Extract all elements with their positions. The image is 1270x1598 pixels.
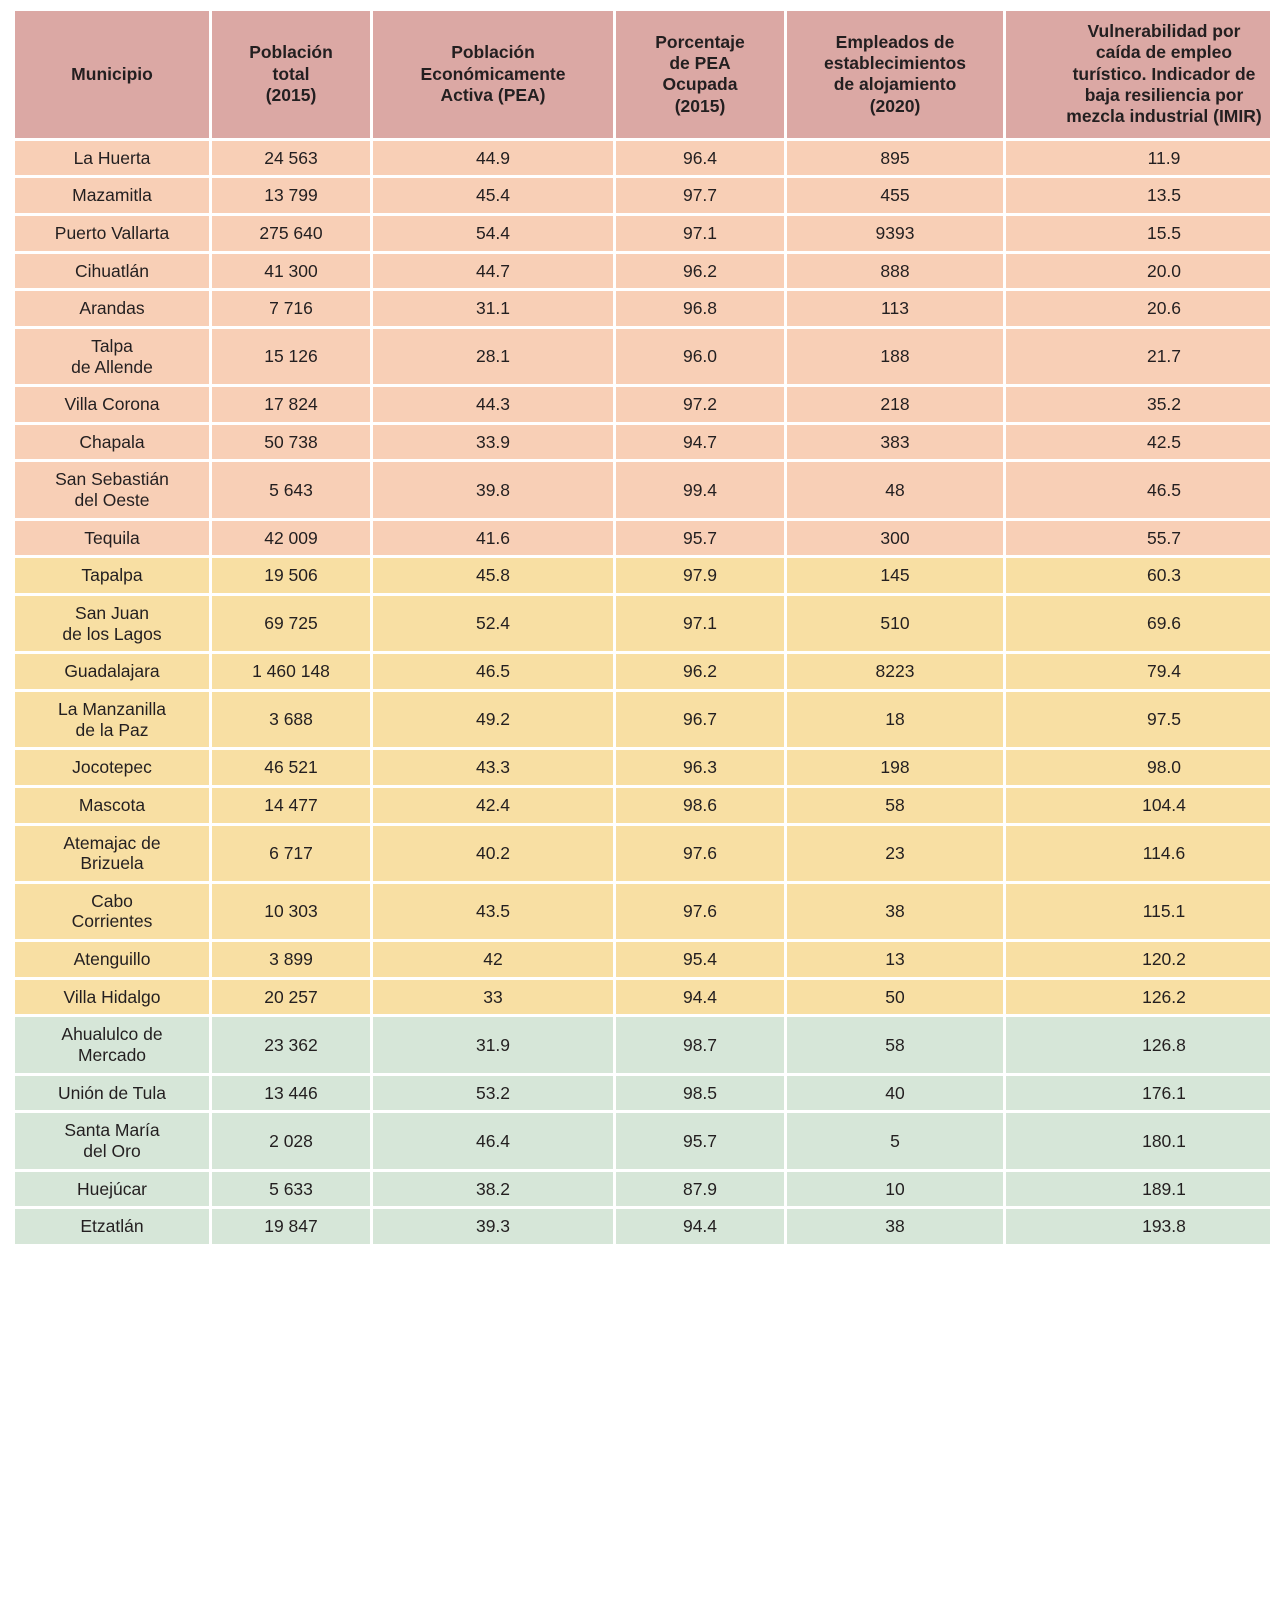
- cell-empleados: 218: [787, 387, 1003, 422]
- cell-pea: 44.3: [373, 387, 613, 422]
- cell-porcentaje-pea-ocupada: 94.7: [616, 425, 784, 460]
- cell-pea: 43.3: [373, 750, 613, 785]
- cell-municipio: Tequila: [15, 521, 209, 556]
- cell-pea: 39.8: [373, 462, 613, 517]
- cell-empleados: 198: [787, 750, 1003, 785]
- cell-pea: 52.4: [373, 596, 613, 651]
- table-row: [15, 788, 1270, 823]
- cell-imir: 115.1: [1006, 884, 1270, 939]
- table-row: [15, 141, 1270, 176]
- cell-imir: 20.0: [1006, 254, 1270, 289]
- table-row: [15, 1017, 1270, 1072]
- cell-imir: 98.0: [1006, 750, 1270, 785]
- cell-municipio: Ahualulco de Mercado: [15, 1017, 209, 1072]
- cell-municipio: La Huerta: [15, 141, 209, 176]
- cell-pea: 33: [373, 980, 613, 1015]
- cell-imir: 126.8: [1006, 1017, 1270, 1072]
- cell-poblacion-total: 23 362: [212, 1017, 370, 1072]
- cell-empleados: 113: [787, 291, 1003, 326]
- column-header-imir: [1006, 11, 1270, 138]
- cell-pea: 53.2: [373, 1076, 613, 1111]
- cell-municipio: Santa María del Oro: [15, 1113, 209, 1168]
- cell-poblacion-total: 15 126: [212, 329, 370, 384]
- header-line: Municipio: [71, 63, 153, 84]
- cell-municipio: Mazamitla: [15, 178, 209, 213]
- cell-empleados: 300: [787, 521, 1003, 556]
- cell-poblacion-total: 46 521: [212, 750, 370, 785]
- header-line: Ocupada: [662, 74, 738, 95]
- cell-municipio: Villa Hidalgo: [15, 980, 209, 1015]
- cell-pea: 46.4: [373, 1113, 613, 1168]
- table-row: [15, 1076, 1270, 1111]
- table-row: [15, 425, 1270, 460]
- cell-empleados: 58: [787, 1017, 1003, 1072]
- table-row: [15, 750, 1270, 785]
- cell-empleados: 510: [787, 596, 1003, 651]
- cell-pea: 40.2: [373, 826, 613, 881]
- cell-pea: 45.8: [373, 558, 613, 593]
- cell-empleados: 5: [787, 1113, 1003, 1168]
- cell-imir: 126.2: [1006, 980, 1270, 1015]
- header-line: de alojamiento: [833, 74, 957, 95]
- cell-porcentaje-pea-ocupada: 98.6: [616, 788, 784, 823]
- cell-imir: 11.9: [1006, 141, 1270, 176]
- header-line: Empleados de: [835, 31, 955, 52]
- cell-poblacion-total: 10 303: [212, 884, 370, 939]
- cell-porcentaje-pea-ocupada: 95.4: [616, 942, 784, 977]
- cell-porcentaje-pea-ocupada: 96.3: [616, 750, 784, 785]
- column-header-empleados-alojamiento: [787, 11, 1003, 138]
- cell-municipio: Cabo Corrientes: [15, 884, 209, 939]
- cell-pea: 49.2: [373, 692, 613, 747]
- cell-imir: 114.6: [1006, 826, 1270, 881]
- header-line: establecimientos: [824, 53, 966, 74]
- cell-empleados: 23: [787, 826, 1003, 881]
- cell-municipio: Puerto Vallarta: [15, 216, 209, 251]
- table-header: [15, 11, 1270, 138]
- cell-municipio: Tapalpa: [15, 558, 209, 593]
- cell-porcentaje-pea-ocupada: 96.7: [616, 692, 784, 747]
- cell-porcentaje-pea-ocupada: 98.5: [616, 1076, 784, 1111]
- cell-empleados: 48: [787, 462, 1003, 517]
- cell-porcentaje-pea-ocupada: 98.7: [616, 1017, 784, 1072]
- header-line: baja resiliencia por: [1084, 85, 1244, 106]
- cell-porcentaje-pea-ocupada: 87.9: [616, 1172, 784, 1207]
- cell-municipio: Cihuatlán: [15, 254, 209, 289]
- cell-porcentaje-pea-ocupada: 96.0: [616, 329, 784, 384]
- cell-imir: 193.8: [1006, 1209, 1270, 1244]
- cell-imir: 42.5: [1006, 425, 1270, 460]
- cell-porcentaje-pea-ocupada: 95.7: [616, 1113, 784, 1168]
- cell-poblacion-total: 7 716: [212, 291, 370, 326]
- cell-poblacion-total: 5 643: [212, 462, 370, 517]
- header-line: Vulnerabilidad por: [1087, 21, 1241, 41]
- cell-pea: 38.2: [373, 1172, 613, 1207]
- cell-porcentaje-pea-ocupada: 94.4: [616, 1209, 784, 1244]
- cell-municipio: Atemajac de Brizuela: [15, 826, 209, 881]
- cell-empleados: 50: [787, 980, 1003, 1015]
- header-line: (2015): [674, 95, 726, 116]
- cell-empleados: 455: [787, 178, 1003, 213]
- cell-imir: 69.6: [1006, 596, 1270, 651]
- cell-poblacion-total: 19 506: [212, 558, 370, 593]
- header-line: Porcentaje: [655, 31, 745, 52]
- table-row: [15, 462, 1270, 517]
- cell-empleados: 188: [787, 329, 1003, 384]
- cell-pea: 28.1: [373, 329, 613, 384]
- table-row: [15, 884, 1270, 939]
- cell-poblacion-total: 20 257: [212, 980, 370, 1015]
- cell-municipio: Guadalajara: [15, 654, 209, 689]
- cell-porcentaje-pea-ocupada: 97.2: [616, 387, 784, 422]
- cell-porcentaje-pea-ocupada: 97.6: [616, 884, 784, 939]
- cell-poblacion-total: 13 799: [212, 178, 370, 213]
- table-row: [15, 216, 1270, 251]
- cell-poblacion-total: 24 563: [212, 141, 370, 176]
- table-row: [15, 942, 1270, 977]
- cell-imir: 46.5: [1006, 462, 1270, 517]
- table-row: [15, 1209, 1270, 1244]
- table-row: [15, 654, 1270, 689]
- cell-municipio: Talpa de Allende: [15, 329, 209, 384]
- table-row: [15, 1172, 1270, 1207]
- column-header-poblacion-total: [212, 11, 370, 138]
- table-row: [15, 521, 1270, 556]
- cell-municipio: Etzatlán: [15, 1209, 209, 1244]
- column-header-municipio: [15, 11, 209, 138]
- cell-municipio: Unión de Tula: [15, 1076, 209, 1111]
- cell-poblacion-total: 2 028: [212, 1113, 370, 1168]
- cell-poblacion-total: 1 460 148: [212, 654, 370, 689]
- cell-imir: 13.5: [1006, 178, 1270, 213]
- cell-poblacion-total: 13 446: [212, 1076, 370, 1111]
- cell-porcentaje-pea-ocupada: 97.1: [616, 216, 784, 251]
- cell-municipio: Mascota: [15, 788, 209, 823]
- cell-municipio: San Juan de los Lagos: [15, 596, 209, 651]
- cell-porcentaje-pea-ocupada: 97.7: [616, 178, 784, 213]
- cell-pea: 31.9: [373, 1017, 613, 1072]
- cell-pea: 33.9: [373, 425, 613, 460]
- cell-pea: 43.5: [373, 884, 613, 939]
- header-line: mezcla industrial (IMIR): [1066, 106, 1262, 127]
- cell-imir: 15.5: [1006, 216, 1270, 251]
- cell-porcentaje-pea-ocupada: 96.2: [616, 254, 784, 289]
- table-row: [15, 254, 1270, 289]
- cell-imir: 104.4: [1006, 788, 1270, 823]
- cell-porcentaje-pea-ocupada: 99.4: [616, 462, 784, 517]
- header-line: Activa (PEA): [440, 85, 546, 106]
- table-row: [15, 558, 1270, 593]
- cell-poblacion-total: 14 477: [212, 788, 370, 823]
- cell-empleados: 18: [787, 692, 1003, 747]
- cell-imir: 180.1: [1006, 1113, 1270, 1168]
- cell-pea: 44.9: [373, 141, 613, 176]
- cell-municipio: La Manzanilla de la Paz: [15, 692, 209, 747]
- cell-porcentaje-pea-ocupada: 97.9: [616, 558, 784, 593]
- cell-empleados: 888: [787, 254, 1003, 289]
- cell-porcentaje-pea-ocupada: 94.4: [616, 980, 784, 1015]
- cell-poblacion-total: 5 633: [212, 1172, 370, 1207]
- header-line: Económicamente: [420, 63, 566, 84]
- cell-municipio: Chapala: [15, 425, 209, 460]
- cell-imir: 120.2: [1006, 942, 1270, 977]
- column-header-porcentaje-pea-ocupada: [616, 11, 784, 138]
- cell-imir: 79.4: [1006, 654, 1270, 689]
- header-line: caída de empleo: [1095, 42, 1233, 63]
- cell-imir: 60.3: [1006, 558, 1270, 593]
- header-line: Población: [451, 42, 535, 63]
- cell-pea: 41.6: [373, 521, 613, 556]
- cell-empleados: 13: [787, 942, 1003, 977]
- cell-pea: 39.3: [373, 1209, 613, 1244]
- column-header-pea: [373, 11, 613, 138]
- cell-pea: 42.4: [373, 788, 613, 823]
- header-line: total: [272, 63, 310, 84]
- cell-imir: 176.1: [1006, 1076, 1270, 1111]
- cell-poblacion-total: 275 640: [212, 216, 370, 251]
- cell-porcentaje-pea-ocupada: 97.6: [616, 826, 784, 881]
- cell-poblacion-total: 50 738: [212, 425, 370, 460]
- cell-imir: 35.2: [1006, 387, 1270, 422]
- cell-empleados: 8223: [787, 654, 1003, 689]
- cell-empleados: 38: [787, 884, 1003, 939]
- cell-empleados: 38: [787, 1209, 1003, 1244]
- cell-pea: 46.5: [373, 654, 613, 689]
- cell-imir: 20.6: [1006, 291, 1270, 326]
- cell-poblacion-total: 19 847: [212, 1209, 370, 1244]
- cell-poblacion-total: 69 725: [212, 596, 370, 651]
- table-row: [15, 387, 1270, 422]
- table-row: [15, 178, 1270, 213]
- cell-poblacion-total: 42 009: [212, 521, 370, 556]
- table-row: [15, 596, 1270, 651]
- cell-imir: 189.1: [1006, 1172, 1270, 1207]
- cell-imir: 97.5: [1006, 692, 1270, 747]
- cell-empleados: 9393: [787, 216, 1003, 251]
- cell-imir: 21.7: [1006, 329, 1270, 384]
- cell-pea: 44.7: [373, 254, 613, 289]
- table-row: [15, 826, 1270, 881]
- table-row: [15, 329, 1270, 384]
- header-line: (2020): [869, 95, 921, 116]
- cell-empleados: 383: [787, 425, 1003, 460]
- table-row: [15, 291, 1270, 326]
- cell-porcentaje-pea-ocupada: 95.7: [616, 521, 784, 556]
- header-line: (2015): [265, 85, 317, 106]
- cell-poblacion-total: 6 717: [212, 826, 370, 881]
- cell-empleados: 895: [787, 141, 1003, 176]
- table-row: [15, 692, 1270, 747]
- municipios-table: [12, 8, 1270, 1247]
- cell-poblacion-total: 41 300: [212, 254, 370, 289]
- cell-empleados: 40: [787, 1076, 1003, 1111]
- table-body: [15, 141, 1270, 1244]
- cell-poblacion-total: 3 899: [212, 942, 370, 977]
- cell-municipio: Villa Corona: [15, 387, 209, 422]
- header-line: de PEA: [669, 53, 731, 74]
- cell-pea: 45.4: [373, 178, 613, 213]
- cell-municipio: Atenguillo: [15, 942, 209, 977]
- cell-municipio: Arandas: [15, 291, 209, 326]
- cell-empleados: 145: [787, 558, 1003, 593]
- table-row: [15, 980, 1270, 1015]
- cell-porcentaje-pea-ocupada: 96.2: [616, 654, 784, 689]
- header-line: Población: [249, 42, 333, 63]
- cell-municipio: Jocotepec: [15, 750, 209, 785]
- cell-poblacion-total: 17 824: [212, 387, 370, 422]
- cell-empleados: 58: [787, 788, 1003, 823]
- header-line: turístico. Indicador de: [1072, 63, 1256, 84]
- cell-imir: 55.7: [1006, 521, 1270, 556]
- header-row: [15, 11, 1270, 138]
- cell-porcentaje-pea-ocupada: 96.4: [616, 141, 784, 176]
- cell-empleados: 10: [787, 1172, 1003, 1207]
- cell-porcentaje-pea-ocupada: 96.8: [616, 291, 784, 326]
- cell-pea: 42: [373, 942, 613, 977]
- cell-municipio: Huejúcar: [15, 1172, 209, 1207]
- cell-porcentaje-pea-ocupada: 97.1: [616, 596, 784, 651]
- cell-municipio: San Sebastián del Oeste: [15, 462, 209, 517]
- table-row: [15, 1113, 1270, 1168]
- cell-poblacion-total: 3 688: [212, 692, 370, 747]
- cell-pea: 31.1: [373, 291, 613, 326]
- cell-pea: 54.4: [373, 216, 613, 251]
